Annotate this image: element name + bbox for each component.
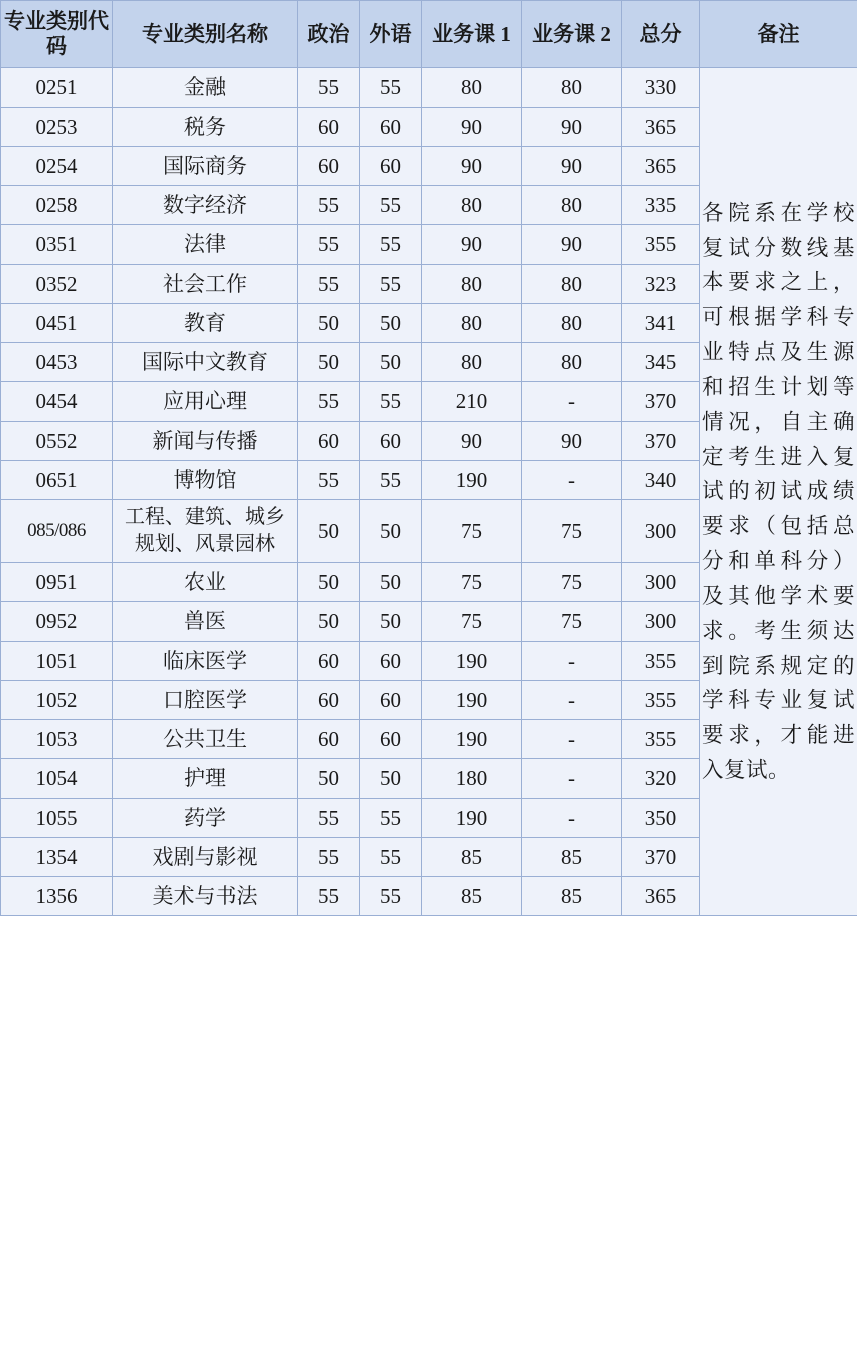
cell-politics: 60	[298, 641, 360, 680]
cell-foreign: 50	[360, 303, 422, 342]
cell-name: 口腔医学	[113, 680, 298, 719]
cell-foreign: 50	[360, 759, 422, 798]
cell-business1: 85	[422, 877, 522, 916]
cell-business1: 75	[422, 602, 522, 641]
cell-total: 320	[622, 759, 700, 798]
cell-business2: 80	[522, 343, 622, 382]
cell-business2: -	[522, 460, 622, 499]
cell-business2: 90	[522, 225, 622, 264]
header-politics: 政治	[298, 1, 360, 68]
cell-total: 365	[622, 146, 700, 185]
cell-code: 085/086	[1, 500, 113, 563]
header-remark: 备注	[700, 1, 857, 68]
cell-business2: -	[522, 382, 622, 421]
header-business-course-1: 业务课 1	[422, 1, 522, 68]
header-business-course-2: 业务课 2	[522, 1, 622, 68]
cell-politics: 55	[298, 837, 360, 876]
cell-business2: 75	[522, 563, 622, 602]
cell-business2: -	[522, 641, 622, 680]
cell-foreign: 55	[360, 798, 422, 837]
header-major-code: 专业类别代码	[1, 1, 113, 68]
cell-name: 药学	[113, 798, 298, 837]
cell-foreign: 55	[360, 460, 422, 499]
cell-total: 355	[622, 720, 700, 759]
cell-business1: 75	[422, 563, 522, 602]
cell-code: 1354	[1, 837, 113, 876]
remark-cell	[700, 68, 857, 916]
cell-name: 护理	[113, 759, 298, 798]
header-foreign-language: 外语	[360, 1, 422, 68]
cell-code: 1054	[1, 759, 113, 798]
cell-name: 金融	[113, 68, 298, 107]
cell-politics: 60	[298, 720, 360, 759]
cell-total: 355	[622, 225, 700, 264]
cell-politics: 60	[298, 146, 360, 185]
cell-total: 330	[622, 68, 700, 107]
cell-foreign: 50	[360, 500, 422, 563]
cell-politics: 60	[298, 680, 360, 719]
cell-total: 350	[622, 798, 700, 837]
cell-name: 兽医	[113, 602, 298, 641]
cell-business2: 80	[522, 186, 622, 225]
cell-business2: 80	[522, 303, 622, 342]
cell-business1: 80	[422, 303, 522, 342]
cell-foreign: 60	[360, 680, 422, 719]
table-row	[1, 68, 857, 107]
cell-politics: 55	[298, 186, 360, 225]
cell-politics: 55	[298, 382, 360, 421]
cell-total: 341	[622, 303, 700, 342]
cell-code: 0454	[1, 382, 113, 421]
cell-total: 370	[622, 382, 700, 421]
cell-total: 300	[622, 563, 700, 602]
cell-business2: -	[522, 720, 622, 759]
cell-business2: 80	[522, 68, 622, 107]
cell-code: 0253	[1, 107, 113, 146]
cell-politics: 55	[298, 225, 360, 264]
cell-foreign: 50	[360, 563, 422, 602]
cell-code: 0451	[1, 303, 113, 342]
cell-total: 370	[622, 837, 700, 876]
table-body	[1, 68, 857, 916]
cell-total: 323	[622, 264, 700, 303]
cell-business1: 90	[422, 107, 522, 146]
cell-politics: 60	[298, 421, 360, 460]
cell-code: 0552	[1, 421, 113, 460]
cell-name: 公共卫生	[113, 720, 298, 759]
header-row	[1, 1, 857, 68]
cell-code: 0258	[1, 186, 113, 225]
table-header	[1, 1, 857, 68]
cell-politics: 55	[298, 798, 360, 837]
cell-politics: 50	[298, 303, 360, 342]
cell-business2: -	[522, 680, 622, 719]
cell-business2: 85	[522, 837, 622, 876]
header-total-score: 总分	[622, 1, 700, 68]
cell-code: 0251	[1, 68, 113, 107]
cell-business2: 75	[522, 602, 622, 641]
cell-business2: 85	[522, 877, 622, 916]
cell-name: 数字经济	[113, 186, 298, 225]
cell-politics: 55	[298, 460, 360, 499]
cell-code: 0254	[1, 146, 113, 185]
cell-business2: 90	[522, 146, 622, 185]
cell-name: 法律	[113, 225, 298, 264]
cell-foreign: 50	[360, 343, 422, 382]
cell-code: 0651	[1, 460, 113, 499]
cell-name: 社会工作	[113, 264, 298, 303]
cell-code: 0453	[1, 343, 113, 382]
cell-foreign: 50	[360, 602, 422, 641]
cell-foreign: 55	[360, 877, 422, 916]
cell-total: 335	[622, 186, 700, 225]
cell-foreign: 55	[360, 264, 422, 303]
cell-politics: 50	[298, 563, 360, 602]
cell-business2: 80	[522, 264, 622, 303]
cell-total: 345	[622, 343, 700, 382]
cell-politics: 60	[298, 107, 360, 146]
cell-politics: 50	[298, 602, 360, 641]
cell-foreign: 55	[360, 68, 422, 107]
cell-business1: 190	[422, 680, 522, 719]
cell-name: 税务	[113, 107, 298, 146]
cell-business1: 210	[422, 382, 522, 421]
cell-name: 农业	[113, 563, 298, 602]
cell-business2: 90	[522, 107, 622, 146]
cell-code: 0351	[1, 225, 113, 264]
cell-business1: 90	[422, 225, 522, 264]
cell-foreign: 55	[360, 382, 422, 421]
remark-text: 各院系在学校复试分数线基本要求之上，可根据学科专业特点及生源和招生计划等情况，自主确定考生进入复试的初试成绩要求（包括总分和单科分）及其他学术要求。考生须达到院系规定的学科专业复试要求，才能进入复试。	[702, 200, 855, 783]
cell-name: 应用心理	[113, 382, 298, 421]
cell-politics: 55	[298, 877, 360, 916]
cell-business2: -	[522, 759, 622, 798]
cell-foreign: 55	[360, 225, 422, 264]
cell-business1: 190	[422, 798, 522, 837]
cell-business1: 85	[422, 837, 522, 876]
cell-business2: 75	[522, 500, 622, 563]
cell-foreign: 60	[360, 720, 422, 759]
cell-total: 355	[622, 680, 700, 719]
cell-business1: 90	[422, 146, 522, 185]
cell-name: 戏剧与影视	[113, 837, 298, 876]
cell-business1: 190	[422, 641, 522, 680]
cell-business1: 80	[422, 264, 522, 303]
cell-business1: 90	[422, 421, 522, 460]
cell-total: 340	[622, 460, 700, 499]
cell-name: 教育	[113, 303, 298, 342]
cell-total: 300	[622, 602, 700, 641]
cell-total: 355	[622, 641, 700, 680]
header-major-name: 专业类别名称	[113, 1, 298, 68]
cell-foreign: 60	[360, 641, 422, 680]
cell-code: 1052	[1, 680, 113, 719]
cell-total: 365	[622, 107, 700, 146]
cell-name: 国际商务	[113, 146, 298, 185]
cell-total: 365	[622, 877, 700, 916]
cell-code: 0951	[1, 563, 113, 602]
cell-foreign: 55	[360, 186, 422, 225]
cell-foreign: 60	[360, 146, 422, 185]
cell-foreign: 55	[360, 837, 422, 876]
cell-name: 工程、建筑、城乡规划、风景园林	[113, 500, 298, 563]
cell-business1: 80	[422, 186, 522, 225]
cell-code: 0352	[1, 264, 113, 303]
cell-total: 300	[622, 500, 700, 563]
cell-name: 美术与书法	[113, 877, 298, 916]
cell-total: 370	[622, 421, 700, 460]
cell-politics: 55	[298, 68, 360, 107]
cell-politics: 50	[298, 759, 360, 798]
cell-business1: 75	[422, 500, 522, 563]
cell-business1: 80	[422, 68, 522, 107]
cell-name: 新闻与传播	[113, 421, 298, 460]
cell-business1: 180	[422, 759, 522, 798]
cell-politics: 50	[298, 343, 360, 382]
cell-foreign: 60	[360, 107, 422, 146]
cell-code: 0952	[1, 602, 113, 641]
cell-name: 临床医学	[113, 641, 298, 680]
cell-name: 博物馆	[113, 460, 298, 499]
cell-business2: -	[522, 798, 622, 837]
cell-politics: 50	[298, 500, 360, 563]
cell-business1: 80	[422, 343, 522, 382]
cell-business1: 190	[422, 720, 522, 759]
cell-code: 1356	[1, 877, 113, 916]
cell-code: 1053	[1, 720, 113, 759]
cell-business1: 190	[422, 460, 522, 499]
cell-foreign: 60	[360, 421, 422, 460]
cell-business2: 90	[522, 421, 622, 460]
cell-code: 1055	[1, 798, 113, 837]
cell-name: 国际中文教育	[113, 343, 298, 382]
cell-code: 1051	[1, 641, 113, 680]
cell-politics: 55	[298, 264, 360, 303]
